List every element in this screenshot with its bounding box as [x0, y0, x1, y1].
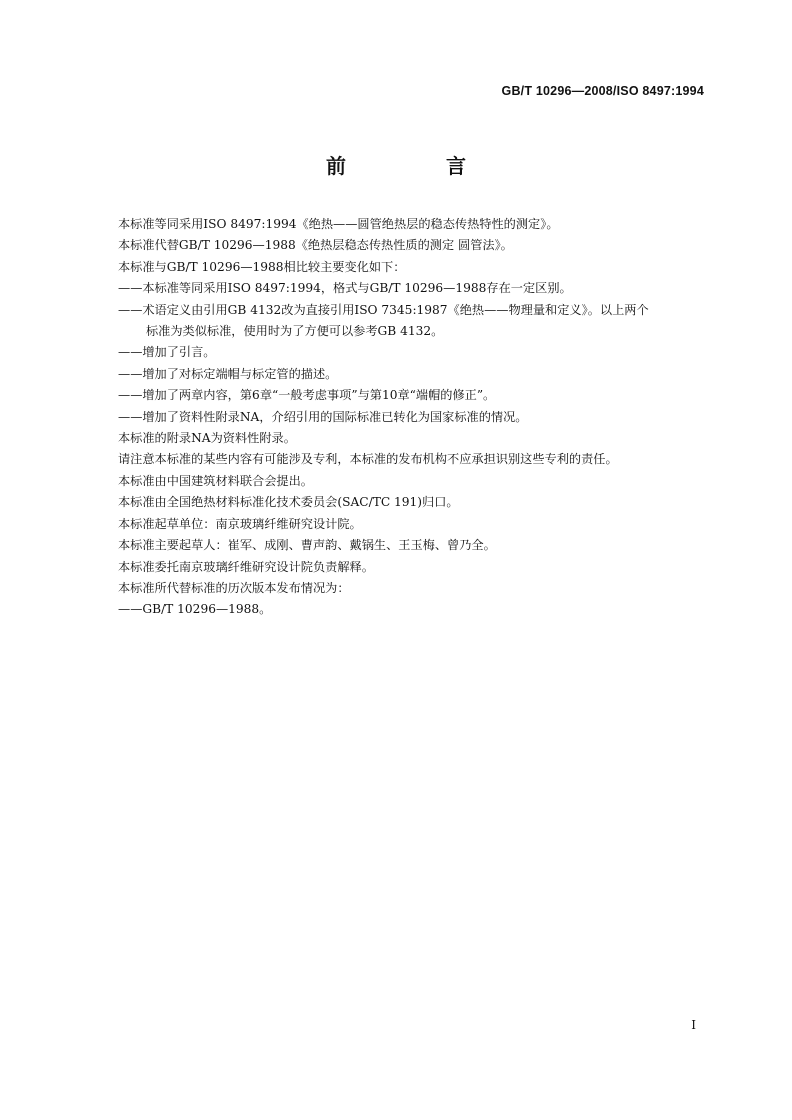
list-item: ——GB/T 10296—1988。: [118, 602, 272, 617]
text-line: 本标准所代替标准的历次版本发布情况为：: [118, 580, 350, 595]
page-title: 前 言: [326, 154, 506, 178]
text-line: 本标准由全国绝热材料标准化技术委员会(SAC/TC 191)归口。: [118, 495, 459, 510]
list-item-continuation: 标准为类似标准，使用时为了方便可以参考GB 4132。: [146, 324, 444, 339]
text-line: 本标准等同采用ISO 8497:1994《绝热——圆管绝热层的稳态传热特性的测定》。: [118, 217, 559, 231]
text-line: 本标准主要起草人：崔军、成刚、曹声韵、戴锅生、王玉梅、曾乃全。: [118, 538, 496, 553]
list-item: ——本标准等同采用ISO 8497:1994，格式与GB/T 10296—1988存在一定区别。: [118, 281, 572, 296]
page-number: I: [691, 1018, 696, 1032]
text-line: 请注意本标准的某些内容有可能涉及专利，本标准的发布机构不应承担识别这些专利的责任。: [118, 452, 618, 467]
text-line: 本标准委托南京玻璃纤维研究设计院负责解释。: [118, 559, 374, 574]
text-line: 本标准与GB/T 10296—1988相比较主要变化如下：: [118, 259, 406, 274]
list-item: ——增加了资料性附录NA，介绍引用的国际标准已转化为国家标准的情况。: [118, 409, 528, 424]
text-line: 本标准起草单位：南京玻璃纤维研究设计院。: [118, 516, 362, 531]
list-item: ——增加了对标定端帽与标定管的描述。: [118, 366, 338, 381]
list-item: ——增加了引言。: [118, 345, 216, 360]
text-line: 本标准代替GB/T 10296—1988《绝热层稳态传热性质的测定 圆管法》。: [118, 238, 513, 253]
foreword-body: [118, 214, 708, 621]
standard-code: GB/T 10296—2008/ISO 8497:1994: [501, 84, 704, 98]
text-line: 本标准的附录NA为资料性附录。: [118, 431, 296, 446]
list-item: ——增加了两章内容，第6章“一般考虑事项”与第10章“端帽的修正”。: [118, 388, 496, 403]
text-line: 本标准由中国建筑材料联合会提出。: [118, 473, 313, 488]
list-item: ——术语定义由引用GB 4132改为直接引用ISO 7345:1987《绝热——物理量和定义》。以上两个: [118, 302, 649, 317]
